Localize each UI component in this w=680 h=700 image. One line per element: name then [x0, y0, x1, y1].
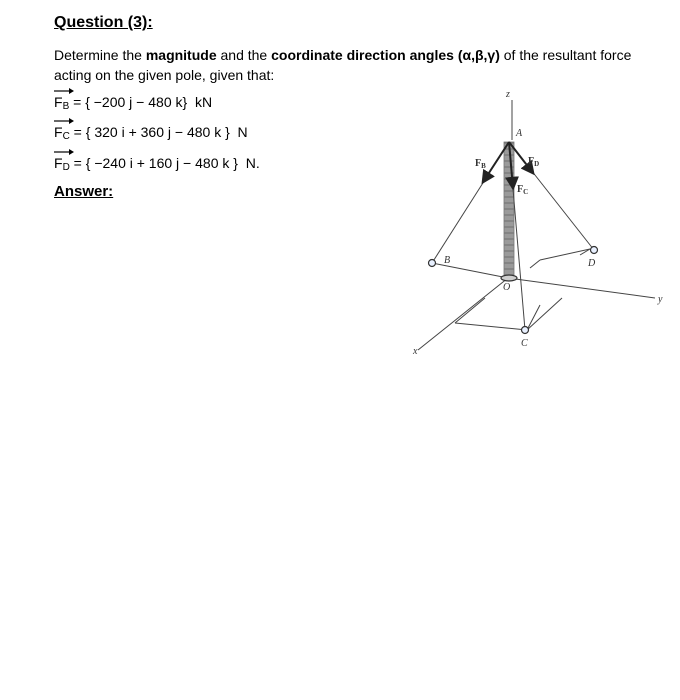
prompt-text-3: of the resultant force acting on the given pole, given that:: [54, 47, 632, 83]
grid-line-d1: [540, 249, 590, 260]
force-fc: [54, 124, 248, 142]
vector-arrow-icon: [53, 117, 75, 125]
question-title: Question (3):: [54, 14, 153, 31]
label-b: B: [444, 255, 451, 266]
force-fb: [54, 94, 212, 112]
label-d: D: [588, 258, 596, 269]
force-expression: = { 320 i + 360 j − 480 k } N: [69, 124, 248, 140]
vector-arrow-icon: [53, 87, 75, 95]
vector-arrow-icon: [53, 148, 75, 156]
anchor-d: [591, 247, 598, 254]
anchor-b: [429, 260, 436, 267]
prompt-bold-magnitude: magnitude: [145, 47, 217, 63]
label-c: C: [521, 338, 528, 349]
pole-base: [501, 275, 517, 281]
vector-fc: [54, 124, 70, 142]
label-y: y: [658, 294, 663, 305]
force-fd: [54, 155, 260, 173]
pole: [504, 142, 514, 278]
x-axis-line: [418, 278, 511, 350]
question-prompt: [54, 45, 644, 85]
vector-subscript: C: [62, 131, 70, 142]
vector-symbol: F: [54, 124, 63, 140]
force-expression: = { −240 i + 160 j − 480 k } N.: [69, 155, 260, 171]
label-fd: $F_D$: [528, 156, 540, 168]
answer-label: Answer:: [54, 183, 114, 200]
label-fc: $F_C$: [517, 184, 529, 196]
ground-grid: [418, 249, 655, 350]
vector-fb: [54, 94, 69, 112]
pole-diagram: [400, 80, 670, 370]
label-z: z: [506, 89, 510, 100]
label-a: A: [516, 128, 523, 139]
vector-subscript: D: [62, 162, 70, 173]
grid-line-c4: [455, 298, 485, 323]
label-o: O: [503, 282, 511, 293]
force-expression: = { −200 j − 480 k} kN: [69, 94, 213, 110]
grid-line-c1: [455, 323, 527, 330]
grid-line-d2: [530, 260, 540, 268]
grid-line-c2: [527, 298, 562, 330]
anchor-c: [522, 327, 529, 334]
vector-subscript: B: [62, 101, 70, 112]
prompt-text-2: and the: [216, 47, 272, 63]
label-fb: $F_B$: [475, 158, 486, 170]
y-axis-line: [508, 278, 655, 298]
vector-fd: [54, 155, 70, 173]
label-x: x: [413, 346, 418, 357]
grid-line-c3: [527, 305, 540, 330]
vector-symbol: F: [54, 155, 63, 171]
prompt-bold-angles: coordinate direction angles (α,β,γ): [271, 47, 500, 63]
prompt-text-1: Determine the: [54, 47, 146, 63]
vector-symbol: F: [54, 94, 63, 110]
